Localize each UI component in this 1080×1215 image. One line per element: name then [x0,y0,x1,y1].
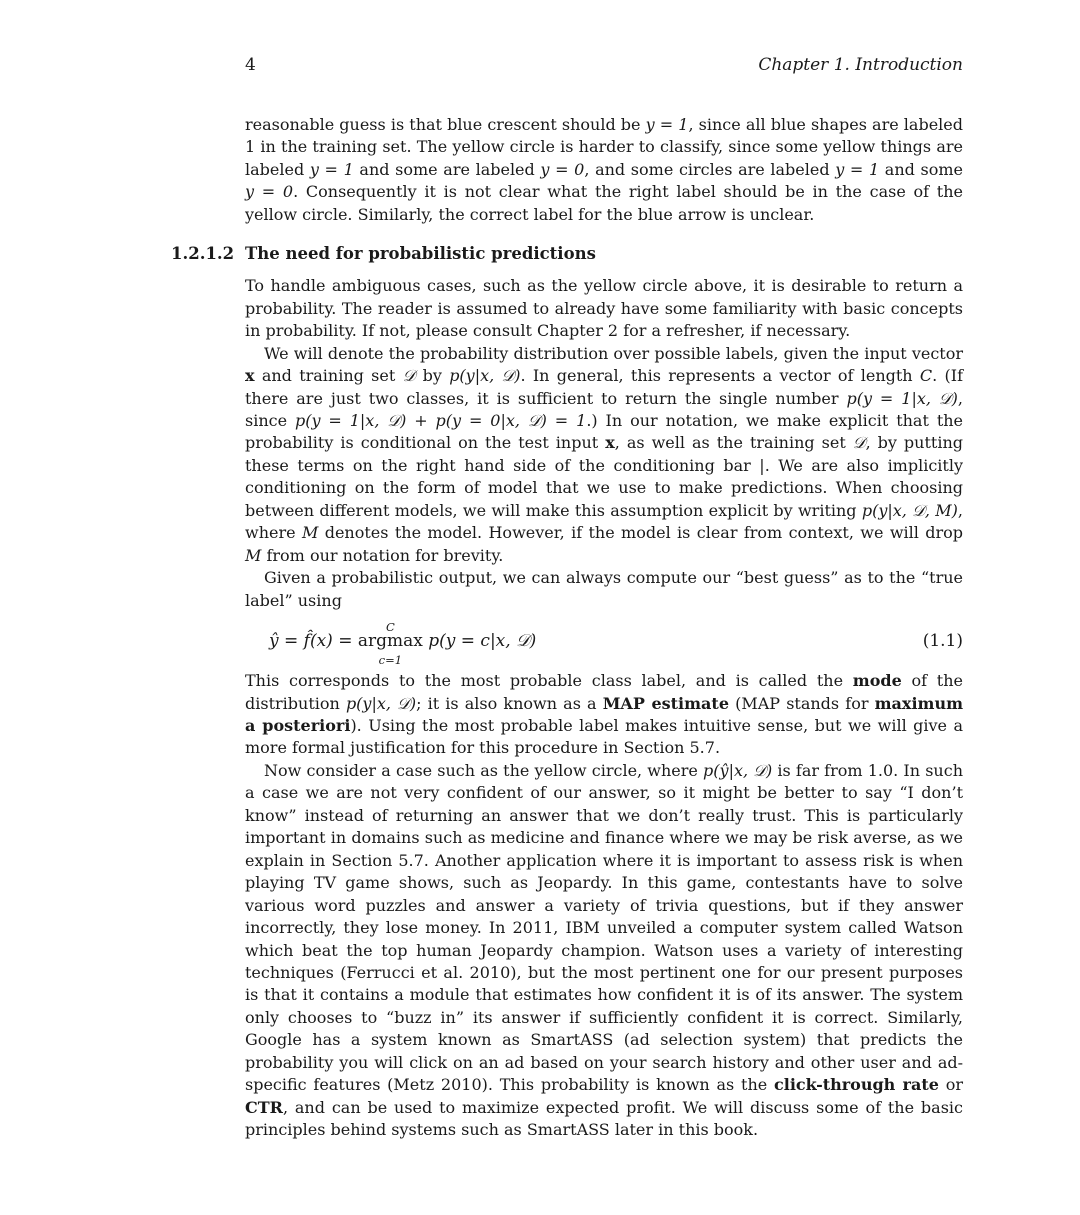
math: 𝒟 [402,366,416,386]
math: | [759,455,765,475]
math: p(y|x, 𝒟) [345,693,417,713]
math: p(ŷ|x, 𝒟) [703,760,773,780]
math: y = 0 [540,159,585,179]
math: M [245,545,262,565]
math: y = 1 [645,115,689,134]
math: 𝒟 [852,433,866,453]
term: mode [852,671,902,691]
paragraph: This corresponds to the most probable class label, and is called the mode of the distribution p(y|x, 𝒟); it is also known as a MAP estimate (MAP stands for maximum a posteriori). Using the most probable label makes intuitive sense, but we will give a more formal justification for this procedure in Section 5.7. [245,671,964,758]
term: click-through rate [774,1075,939,1095]
paragraph: Given a probabilistic output, we can always compute our “best guess” as to the “true label” using [245,568,963,610]
math: x [605,433,615,453]
math: x [245,366,255,386]
paragraph: We will denote the probability distribution over possible labels, given the input vector x and training set 𝒟 by p(y|x, 𝒟). In general, this represents a vector of length C. (If there are just two classes, it is sufficient to return the single number p(y = 1|x, 𝒟), since p(y = 1|x, 𝒟) + p(y = 0|x, 𝒟) = 1.) In our notation, we make explicit that the probability is conditional on the test input x, as well as the training set 𝒟, by putting these terms on the right hand side of the conditioning bar |. We are also implicitly conditioning on the form of model that we use to make predictions. When choosing between different models, we will make this assumption explicit by writing p(y|x, 𝒟, M), where M denotes the model. However, if the model is clear from context, we will drop M from our notation for brevity. [245,343,964,565]
paragraph-intro: reasonable guess is that blue crescent should be y = 1, since all blue shapes are labeled 1 in the training set. The yellow circle is harder to classify, since some yellow things are labeled y = 1 and some are labeled y = 0, and some circles are labeled y = 1 and some y = 0. Consequently it is not clear what the right label should be in the case of the yellow circle. Similarly, the correct label for the blue arrow is unclear. [245,115,964,224]
term: maximum a posteriori [245,693,964,735]
math: p(y = 1|x, 𝒟) [846,388,958,408]
page-number: 4 [245,55,256,75]
math: M [301,523,319,543]
section-heading [171,243,963,265]
paragraph: Now consider a case such as the yellow circle, where p(ŷ|x, 𝒟) is far from 1.0. In such a case we are not very confident of our answer, so it might be better to say “I don’t know” instead of returning an answer that we don’t really trust. This is particularly important in domains such as medicine and finance where we may be risk averse, as we explain in Section 5.7. Another application where it is important to assess risk is when playing TV game shows, such as Jeopardy. In this game, contestants have to solve various word puzzles and answer a variety of trivia questions, but if they answer incorrectly, they lose money. In 2011, IBM unveiled a computer system called Watson which beat the top human Jeopardy champion. Watson uses a variety of interesting techniques (Ferrucci et al. 2010), but the most pertinent one for our present purposes is that it contains a module that estimates how confident it is of its answer. The system only chooses to “buzz in” its answer if sufficiently confident it is correct. Similarly, Google has a system known as SmartASS (ad selection system) that predicts the probability you will click on an ad based on your search history and other user and ad-specific features (Metz 2010). This probability is known as the click-through rate or CTR, and can be used to maximize expected profit. We will discuss some of the basic principles behind systems such as SmartASS later in this book. [245,760,963,1140]
equation-number: (1.1) [922,631,963,652]
paragraph: To handle ambiguous cases, such as the yellow circle above, it is desirable to return a probability. The reader is assumed to already have some familiarity with basic concepts in probability. If not, please consult Chapter 2 for a refresher, if necessary. [245,276,963,341]
math: y = 1 [835,159,880,179]
section-number: 1.2.1.2 [171,244,235,264]
term: MAP estimate [602,693,729,713]
equation-body: ŷ = f̂(x) = C argmax c=1 p(y = c|x, 𝒟) [269,620,537,668]
math: p(y|x, 𝒟, M) [861,500,958,520]
section-title: The need for probabilistic predictions [245,244,596,264]
page-body [171,114,964,1142]
math: p(y = 1|x, 𝒟) + p(y = 0|x, 𝒟) = 1 [294,410,587,430]
equation [245,616,963,668]
argmax-operator: C argmax c=1 [357,620,423,668]
math: y = 1 [309,159,354,179]
running-header: Chapter 1. Introduction [758,55,963,75]
math: y = 0 [245,182,294,202]
math: p(y|x, 𝒟) [449,366,521,386]
math: C [919,366,933,386]
term: CTR [245,1097,283,1117]
